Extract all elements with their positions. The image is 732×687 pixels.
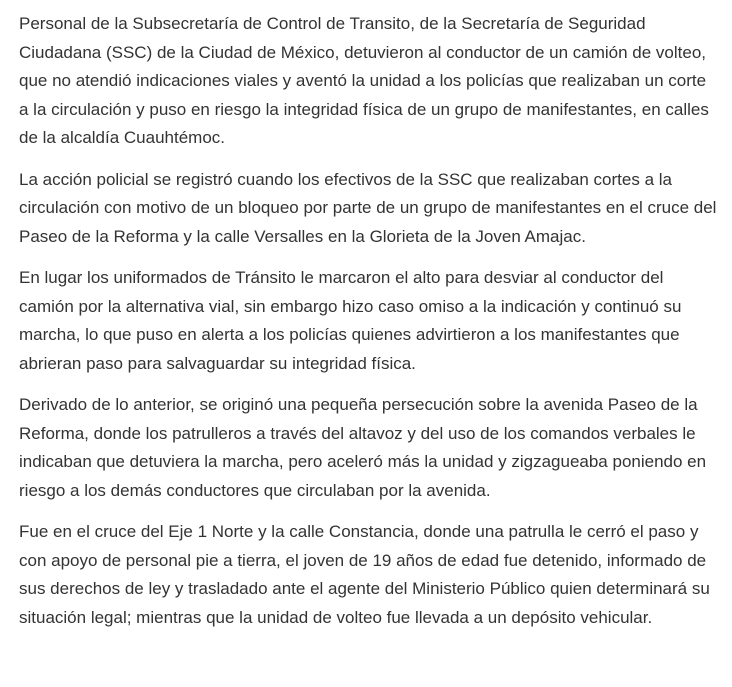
- article-paragraph-4: Derivado de lo anterior, se originó una pequeña persecución sobre la avenida Paseo de la Reforma, donde los patrulleros a través del altavoz y del uso de los comandos verbales le indicaban que detuviera la marcha, pero aceleró más la unidad y zigzagueaba poniendo en riesgo a los demás conductores que circulaban por la avenida.: [19, 395, 707, 500]
- article-paragraph-2: La acción policial se registró cuando los efectivos de la SSC que realizaban cortes a la circulación con motivo de un bloqueo por parte de un grupo de manifestantes en el cruce del Paseo de la Reforma y la calle Versalles en la Glorieta de la Joven Amajac.: [19, 169, 717, 246]
- article-paragraph-3: En lugar los uniformados de Tránsito le marcaron el alto para desviar al conductor del camión por la alternativa vial, sin embargo hizo caso omiso a la indicación y continuó su marcha, lo que puso en alerta a los policías quienes advirtieron a los manifestantes que abrieran paso para salvaguardar su integridad física.: [19, 268, 682, 373]
- article-paragraph-5: Fue en el cruce del Eje 1 Norte y la calle Constancia, donde una patrulla le cerró el paso y con apoyo de personal pie a tierra, el joven de 19 años de edad fue detenido, informado de sus derechos de ley y trasladado ante el agente del Ministerio Público quien determinará su situación legal; mientras que la unidad de volteo fue llevada a un depósito vehicular.: [19, 522, 710, 627]
- article-paragraph-1: Personal de la Subsecretaría de Control de Transito, de la Secretaría de Seguridad Ciudadana (SSC) de la Ciudad de México, detuvieron al conductor de un camión de volteo, que no atendió indicaciones viales y aventó la unidad a los policías que realizaban un corte a la circulación y puso en riesgo la integridad física de un grupo de manifestantes, en calles de la alcaldía Cuauhtémoc.: [19, 14, 709, 147]
